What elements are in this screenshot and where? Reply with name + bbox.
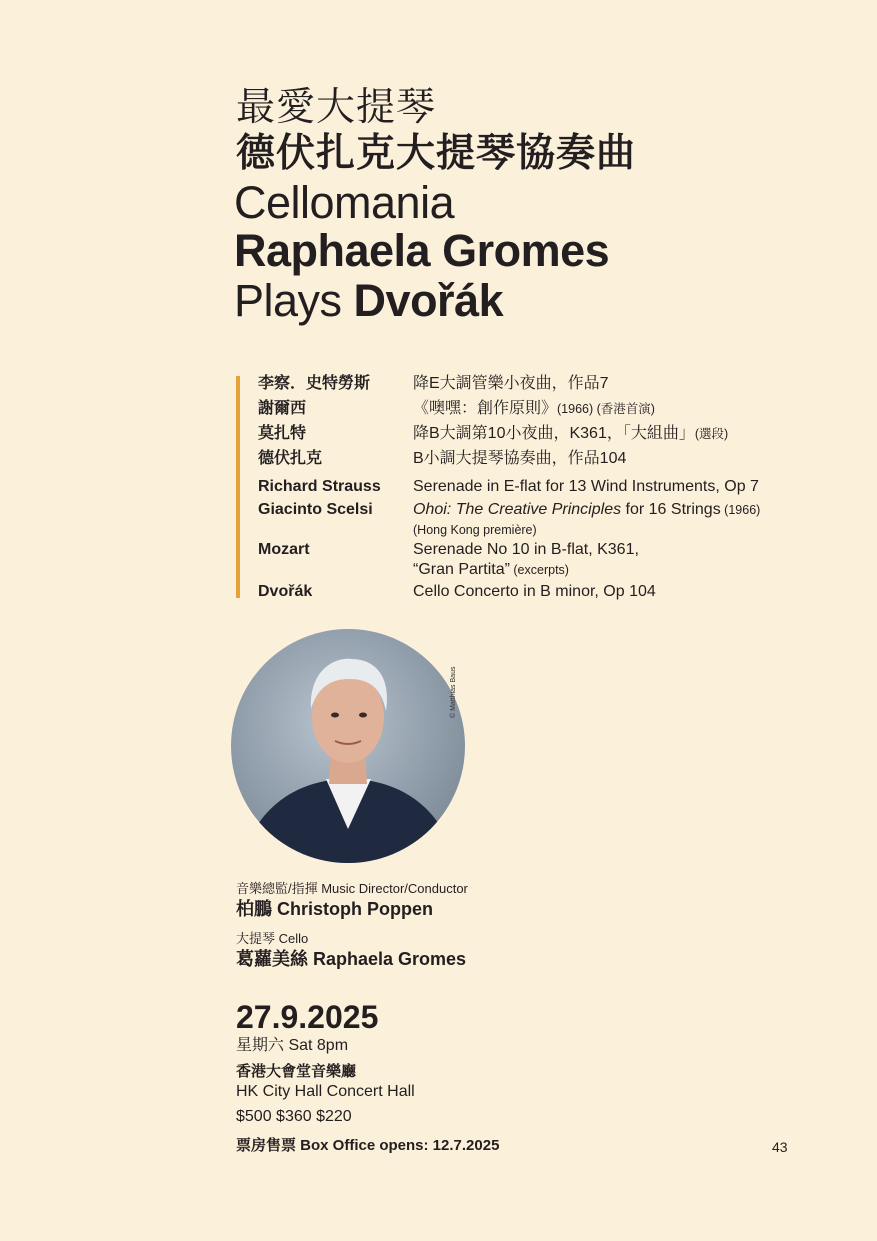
work-title: [413, 399, 833, 419]
artist-name: 柏鵬 Christoph Poppen: [236, 899, 433, 919]
title-english-line2: Raphaela Gromes: [234, 225, 610, 276]
work-title-note: (Hong Kong première): [413, 523, 537, 537]
artist-role: 大提琴 Cello: [236, 931, 309, 946]
title-chinese-line2: 德伏扎克大提琴協奏曲: [236, 132, 637, 175]
work-title: [413, 424, 833, 444]
work-title: Serenade in E-flat for 13 Wind Instruments, Op 7: [413, 478, 759, 495]
work-title: 降E大調管樂小夜曲，作品7: [413, 375, 609, 392]
page-number: 43: [772, 1139, 788, 1155]
work-title-note: (excerpts): [509, 563, 569, 577]
title-english-line3-prefix: Plays: [234, 275, 354, 326]
title-english-line3-bold: Dvořák: [353, 275, 504, 326]
composer-name: 莫扎特: [258, 425, 307, 442]
box-office-info: 票房售票 Box Office opens: 12.7.2025: [236, 1137, 500, 1154]
composer-name: 謝爾西: [258, 400, 307, 417]
work-title-italic: Ohoi: The Creative Principles: [413, 501, 622, 518]
event-venue-english: HK City Hall Concert Hall: [236, 1083, 415, 1100]
work-title-line2: “Gran Partita”: [413, 561, 510, 578]
composer-name: 德伏扎克: [258, 450, 323, 467]
title-chinese-line1: 最愛大提琴: [236, 86, 437, 129]
portrait-illustration: [231, 629, 465, 863]
work-title: Cello Concerto in B minor, Op 104: [413, 583, 656, 600]
program-accent-bar: [236, 376, 240, 598]
ticket-prices: $500 $360 $220: [236, 1108, 352, 1125]
work-title-rest: for 16 Strings: [621, 501, 721, 518]
title-english-line3: [234, 276, 503, 326]
composer-name: Giacinto Scelsi: [258, 501, 373, 518]
artist-name: 葛蘿美絲 Raphaela Gromes: [236, 949, 467, 969]
work-title-note: (1966) (香港首演): [557, 402, 655, 416]
artist-role: 音樂總監/指揮 Music Director/Conductor: [236, 881, 468, 896]
work-title-main: 《噢嘿：創作原則》: [413, 400, 558, 417]
event-time: 星期六 Sat 8pm: [236, 1037, 349, 1054]
work-title-main: Serenade No 10 in B-flat, K361,: [413, 541, 639, 558]
work-title: [413, 500, 833, 540]
composer-name: Richard Strauss: [258, 478, 381, 495]
event-venue-chinese: 香港大會堂音樂廳: [236, 1063, 357, 1080]
composer-name: 李察．史特勞斯: [258, 375, 371, 392]
work-title-main: 降B大調第10小夜曲，K361，「大組曲」: [413, 425, 695, 442]
event-date: 27.9.2025: [236, 999, 379, 1035]
photo-credit: © Matthias Baus: [450, 666, 457, 718]
title-english-line1: Cellomania: [234, 177, 455, 228]
work-title-note: (選段): [694, 427, 729, 441]
composer-name: Mozart: [258, 541, 310, 558]
work-title: B小調大提琴協奏曲，作品104: [413, 450, 627, 467]
composer-name: Dvořák: [258, 583, 313, 600]
work-title: [413, 540, 833, 580]
conductor-portrait: [231, 629, 465, 863]
work-title-year: (1966): [720, 503, 761, 517]
